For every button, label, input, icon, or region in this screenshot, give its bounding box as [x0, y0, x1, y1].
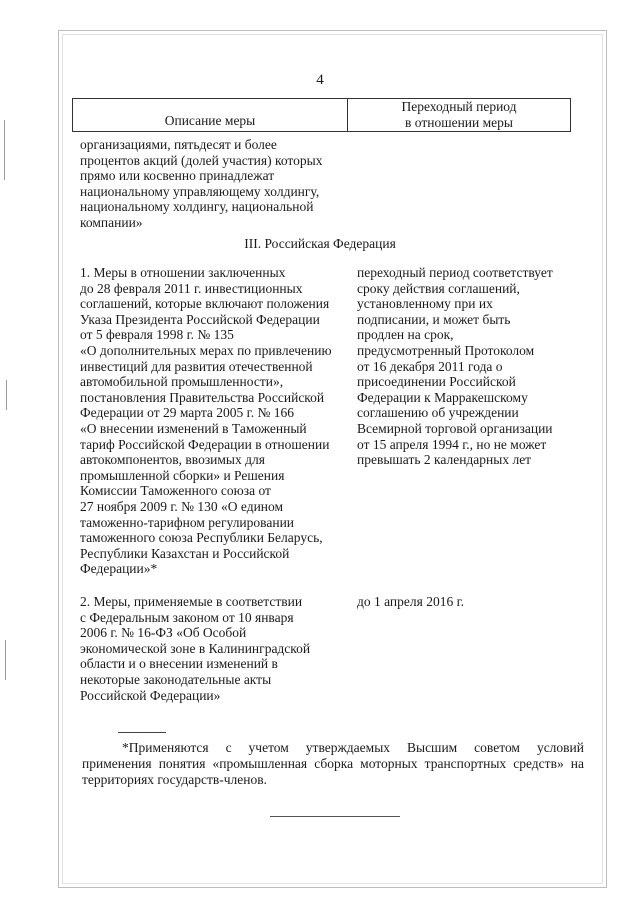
- measure-line: автокомпонентов, ввозимых для: [80, 452, 265, 468]
- measure-line: 2006 г. № 16-ФЗ «Об Особой: [80, 625, 247, 641]
- period-line: от 16 декабря 2011 года о: [357, 358, 503, 374]
- measure-line: до 28 февраля 2011 г. инвестиционных: [80, 280, 303, 296]
- measure-line: таможенно-тарифном регулировании: [80, 514, 295, 530]
- measure-line: таможенного союза Республики Беларусь,: [80, 530, 323, 546]
- measure-line: тариф Российской Федерации в отношении: [80, 436, 330, 452]
- row-1-period: [357, 265, 553, 468]
- period-line: Федерации к Марракешскому: [357, 389, 528, 405]
- measure-line: Указа Президента Российской Федерации: [80, 311, 320, 327]
- continuation-line: национальному управляющему холдингу,: [80, 183, 320, 199]
- period-line: продлен на срок,: [357, 327, 454, 343]
- page-number: 4: [316, 72, 324, 88]
- measure-line: постановления Правительства Российской: [80, 389, 325, 405]
- continuation-line: прямо или косвенно принадлежат: [80, 168, 275, 184]
- period-line: предусмотренный Протоколом: [357, 342, 535, 358]
- footnote-line: территориях государств-членов.: [82, 772, 268, 787]
- table-header: [72, 98, 571, 132]
- period-line: превышать 2 календарных лет: [357, 452, 532, 468]
- footnote: [82, 740, 584, 788]
- period-line: соглашению об учреждении: [357, 405, 519, 421]
- measure-line: Федерации от 29 марта 2005 г. № 166: [80, 405, 294, 421]
- scan-edge-mark: [4, 120, 5, 180]
- measure-line: соглашений, которые включают положения: [80, 296, 330, 312]
- continuation-line: национальному холдингу, национальной: [80, 199, 314, 215]
- measure-line: автомобильной промышленности»,: [80, 374, 284, 390]
- measure-line: с Федеральным законом от 10 января: [80, 609, 294, 625]
- period-line: Всемирной торговой организации: [357, 420, 553, 436]
- measure-line: некоторые законодательные акты: [80, 671, 272, 687]
- measure-line: промышленной сборки» и Решения: [80, 467, 285, 483]
- measure-line: Республики Казахстан и Российской: [80, 545, 290, 561]
- section-heading: III. Российская Федерация: [244, 236, 396, 251]
- measure-line: инвестиций для развития отечественной: [80, 358, 313, 374]
- row-2-period: [357, 594, 464, 610]
- header-period-line: Переходный период: [401, 99, 517, 114]
- footnote-line: *Применяются с учетом утверждаемых Высшим советом условий: [122, 740, 584, 755]
- scan-edge-mark: [5, 640, 6, 680]
- period-line: установленному при их: [357, 296, 493, 312]
- period-line: до 1 апреля 2016 г.: [357, 594, 464, 609]
- period-line: подписании, и может быть: [357, 311, 511, 327]
- measure-line: «О дополнительных мерах по привлечению: [80, 342, 332, 358]
- period-line: переходный период соответствует: [357, 265, 553, 280]
- measure-line: Комиссии Таможенного союза от: [80, 483, 271, 499]
- footnote-line: применения понятия «промышленная сборка моторных транспортных средств» на: [82, 756, 584, 771]
- measure-line: 1. Меры в отношении заключенных: [80, 265, 286, 280]
- end-separator: [270, 816, 400, 817]
- row-2-measure: [80, 594, 310, 703]
- measure-line: «О внесении изменений в Таможенный: [80, 420, 307, 436]
- continuation-text: [80, 137, 322, 231]
- measure-line: области и о внесении изменений в: [80, 656, 278, 672]
- measure-line: 27 ноября 2009 г. № 130 «О едином: [80, 498, 284, 514]
- measure-line: Федерации»*: [80, 561, 158, 577]
- scan-edge-mark: [6, 380, 7, 410]
- period-line: сроку действия соглашений,: [357, 280, 520, 296]
- measure-line: Российской Федерации»: [80, 687, 221, 703]
- continuation-line: организациями, пятьдесят и более: [80, 137, 277, 152]
- period-line: присоединении Российской: [357, 374, 516, 390]
- header-measure-description: Описание меры: [73, 99, 348, 131]
- header-period-line: в отношении меры: [405, 115, 513, 130]
- footnote-separator: [118, 732, 166, 733]
- measure-line: экономической зоне в Калининградской: [80, 640, 311, 656]
- period-line: от 15 апреля 1994 г., но не может: [357, 436, 547, 452]
- measure-line: от 5 февраля 1998 г. № 135: [80, 327, 234, 343]
- continuation-line: компании»: [80, 214, 143, 230]
- measure-line: 2. Меры, применяемые в соответствии: [80, 594, 303, 609]
- row-1-measure: [80, 265, 332, 577]
- header-transition-period: [348, 99, 570, 131]
- continuation-line: процентов акций (долей участия) которых: [80, 152, 323, 168]
